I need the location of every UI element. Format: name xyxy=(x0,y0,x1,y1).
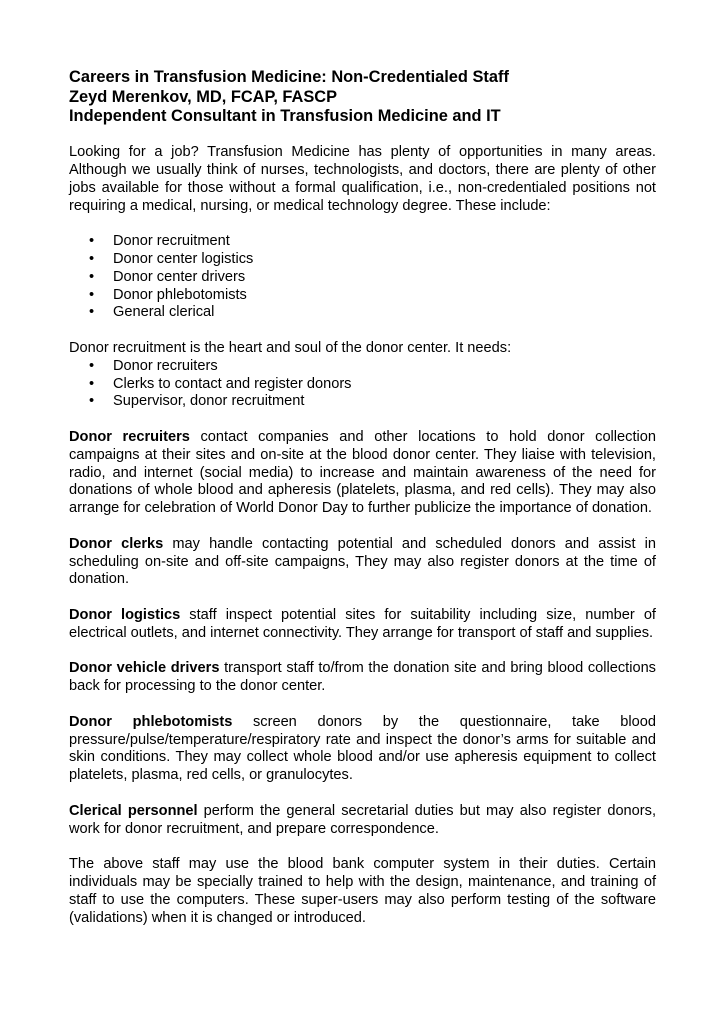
author-line: Zeyd Merenkov, MD, FCAP, FASCP xyxy=(69,87,338,106)
affiliation-line: Independent Consultant in Transfusion Medicine and IT xyxy=(69,107,501,125)
intro-paragraph: Looking for a job? Transfusion Medicine has plenty of opportunities in many areas. Although we usually think of nurses, technologists, and doctors, there are plenty of other jobs available for those without a formal qualification, i.e., non-credentialed positions not requiring a medical, nursing, or medical technology degree. These include: xyxy=(69,144,656,214)
spacer xyxy=(69,215,656,233)
bullet-icon: • xyxy=(89,286,95,303)
section-donor-phlebotomists: Donor phlebotomists screen donors by the questionnaire, take blood pressure/pulse/temperature/respiratory rate and inspect the donor’s arms for suitable and skin conditions. They may collect whole blood and/or use apheresis equipment to collect platelets, plasma, red cells, or granulocytes. xyxy=(69,713,656,784)
list-item: • Donor phlebotomists xyxy=(89,286,247,303)
document-page xyxy=(69,68,656,927)
spacer xyxy=(69,411,656,429)
recruitment-intro: Donor recruitment is the heart and soul of the donor center. It needs: xyxy=(69,340,512,357)
bullet-icon: • xyxy=(89,304,95,321)
list-item: • Donor center logistics xyxy=(89,251,254,268)
list-item: • General clerical xyxy=(89,304,215,321)
list-item: • Donor recruitment xyxy=(89,233,230,250)
bullet-icon: • xyxy=(89,393,95,410)
spacer xyxy=(69,643,656,661)
spacer xyxy=(69,589,656,607)
bullet-icon: • xyxy=(89,357,95,374)
section-clerical-personnel: Clerical personnel perform the general secretarial duties but may also register donors, work for donor recruitment, and prepare correspondence. xyxy=(69,802,657,837)
list-item: • Donor recruiters xyxy=(89,357,218,374)
document-title: Careers in Transfusion Medicine: Non-Credentialed Staff xyxy=(69,68,509,86)
section-term: Donor phlebotomists xyxy=(69,713,233,730)
spacer xyxy=(69,518,656,536)
recruitment-list xyxy=(69,358,656,411)
spacer xyxy=(69,838,656,856)
bullet-icon: • xyxy=(89,268,95,285)
spacer xyxy=(69,322,656,340)
spacer xyxy=(69,127,656,145)
list-item: • Donor center drivers xyxy=(89,268,246,285)
closing-paragraph: The above staff may use the blood bank computer system in their duties. Certain individuals may be specially trained to help with the design, maintenance, and training of staff to use the computers. These super-users may also perform testing of the software (validations) when it is changed or introduced. xyxy=(69,856,656,926)
section-term: Donor vehicle drivers xyxy=(69,660,220,677)
section-term: Donor logistics xyxy=(69,607,181,624)
bullet-icon: • xyxy=(89,251,95,268)
section-term: Donor clerks xyxy=(69,535,164,552)
list-item: • Supervisor, donor recruitment xyxy=(89,393,305,410)
section-term: Clerical personnel xyxy=(69,802,198,819)
bullet-icon: • xyxy=(89,375,95,392)
spacer xyxy=(69,785,656,803)
section-donor-logistics: Donor logistics staff inspect potential sites for suitability including size, number of electrical outlets, and internet connectivity. They arrange for transport of staff and supplies. xyxy=(69,607,656,641)
bullet-icon: • xyxy=(89,233,95,250)
jobs-list xyxy=(69,233,656,322)
spacer xyxy=(69,696,656,714)
section-donor-recruiters: Donor recruiters contact companies and other locations to hold donor collection campaigns at their sites and on-site at the blood donor center. They liaise with television, radio, and internet (social media) to increase and maintain awareness of the need for donations of whole blood and apheresis (platelets, plasma, and red cells). They may also arrange for celebration of World Donor Day to further publicize the importance of donation. xyxy=(69,429,656,517)
list-item: • Clerks to contact and register donors xyxy=(89,375,352,392)
section-term: Donor recruiters xyxy=(69,429,190,446)
section-donor-clerks: Donor clerks may handle contacting potential and scheduled donors and assist in scheduling on-site and off-site campaigns, They may also register donors at the time of donation. xyxy=(69,535,656,588)
section-donor-vehicle-drivers: Donor vehicle drivers transport staff to/from the donation site and bring blood collections back for processing to the donor center. xyxy=(69,660,656,695)
